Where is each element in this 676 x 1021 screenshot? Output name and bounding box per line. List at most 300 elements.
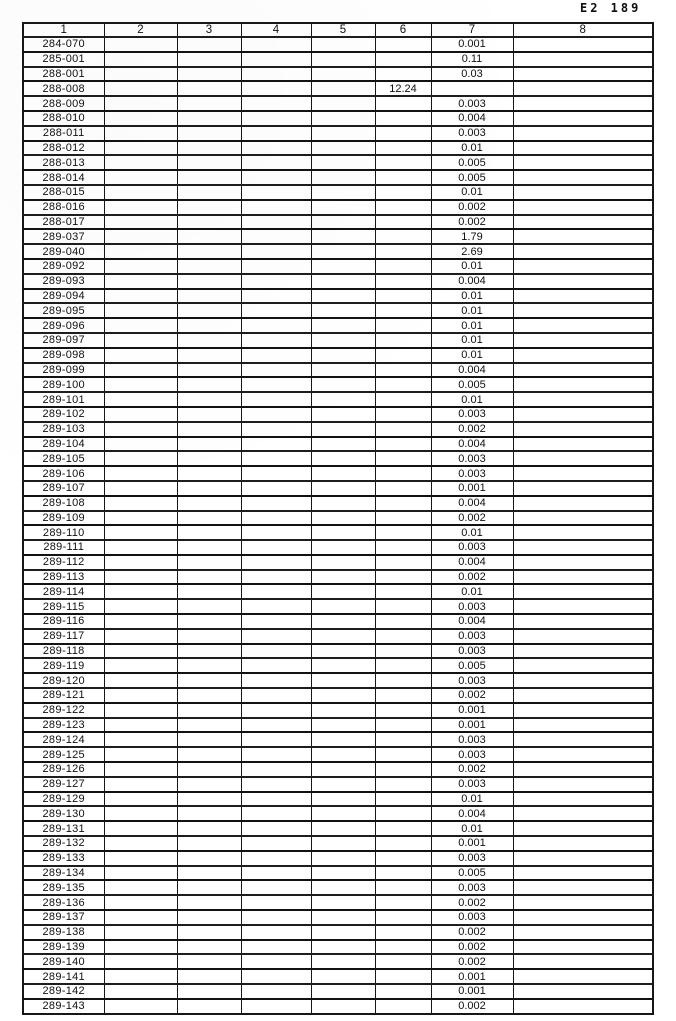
- table-cell: 289-114: [23, 584, 104, 599]
- table-cell: [104, 170, 177, 185]
- table-cell: [177, 96, 241, 111]
- column-header: 5: [311, 23, 375, 37]
- table-cell: [104, 836, 177, 851]
- table-cell: [375, 155, 431, 170]
- table-cell: [104, 111, 177, 126]
- table-cell: [375, 984, 431, 999]
- table-cell: [375, 940, 431, 955]
- table-cell: [375, 141, 431, 156]
- table-cell: 0.001: [431, 703, 513, 718]
- table-cell: 289-116: [23, 614, 104, 629]
- table-cell: [513, 777, 653, 792]
- table-cell: [241, 155, 311, 170]
- table-cell: [513, 333, 653, 348]
- table-cell: [177, 732, 241, 747]
- table-cell: 0.005: [431, 155, 513, 170]
- table-cell: [311, 289, 375, 304]
- table-cell: [513, 170, 653, 185]
- table-cell: [513, 215, 653, 230]
- table-cell: [311, 718, 375, 733]
- table-cell: 0.001: [431, 836, 513, 851]
- table-cell: [513, 614, 653, 629]
- table-cell: [241, 540, 311, 555]
- table-cell: [104, 910, 177, 925]
- table-cell: [513, 348, 653, 363]
- table-row: [23, 141, 653, 156]
- table-cell: [177, 866, 241, 881]
- table-cell: [241, 511, 311, 526]
- table-cell: [104, 954, 177, 969]
- table-cell: [104, 289, 177, 304]
- table-cell: [311, 644, 375, 659]
- table-cell: [177, 481, 241, 496]
- table-cell: [177, 511, 241, 526]
- table-cell: [513, 555, 653, 570]
- table-cell: [311, 910, 375, 925]
- table-cell: [375, 348, 431, 363]
- table-cell: [241, 81, 311, 96]
- table-cell: [177, 821, 241, 836]
- table-cell: [177, 215, 241, 230]
- table-cell: [177, 910, 241, 925]
- table-cell: [241, 185, 311, 200]
- table-cell: 0.01: [431, 289, 513, 304]
- table-cell: [177, 126, 241, 141]
- table-cell: [375, 363, 431, 378]
- table-cell: [375, 866, 431, 881]
- table-cell: [311, 658, 375, 673]
- table-row: [23, 244, 653, 259]
- table-cell: [513, 244, 653, 259]
- table-cell: 289-115: [23, 599, 104, 614]
- table-cell: 0.002: [431, 925, 513, 940]
- table-cell: [513, 496, 653, 511]
- table-row: [23, 777, 653, 792]
- table-cell: [177, 688, 241, 703]
- table-cell: [513, 466, 653, 481]
- table-cell: [104, 511, 177, 526]
- table-cell: [177, 407, 241, 422]
- table-row: [23, 481, 653, 496]
- table-cell: [513, 37, 653, 52]
- table-cell: [177, 377, 241, 392]
- table-cell: [104, 437, 177, 452]
- table-cell: [104, 703, 177, 718]
- table-row: [23, 703, 653, 718]
- table-cell: 0.003: [431, 629, 513, 644]
- table-cell: [177, 52, 241, 67]
- table-cell: [241, 584, 311, 599]
- table-cell: [177, 762, 241, 777]
- table-cell: [104, 969, 177, 984]
- data-table: [22, 22, 654, 1015]
- table-cell: [375, 851, 431, 866]
- table-cell: [513, 377, 653, 392]
- table-cell: [311, 126, 375, 141]
- table-cell: 0.001: [431, 481, 513, 496]
- table-cell: [177, 303, 241, 318]
- column-header: 2: [104, 23, 177, 37]
- table-cell: 0.01: [431, 348, 513, 363]
- table-cell: 0.004: [431, 496, 513, 511]
- table-cell: [104, 644, 177, 659]
- table-cell: [241, 718, 311, 733]
- table-cell: [241, 999, 311, 1014]
- table-cell: [513, 910, 653, 925]
- table-cell: [241, 363, 311, 378]
- table-cell: 0.001: [431, 969, 513, 984]
- table-cell: 288-001: [23, 67, 104, 82]
- table-cell: 288-011: [23, 126, 104, 141]
- table-cell: [513, 806, 653, 821]
- table-cell: [375, 67, 431, 82]
- table-cell: [375, 244, 431, 259]
- table-cell: [375, 732, 431, 747]
- table-cell: [241, 303, 311, 318]
- table-cell: [513, 259, 653, 274]
- table-cell: [375, 200, 431, 215]
- table-cell: [311, 481, 375, 496]
- table-cell: 288-008: [23, 81, 104, 96]
- table-cell: [513, 422, 653, 437]
- table-cell: [375, 703, 431, 718]
- table-cell: 0.004: [431, 614, 513, 629]
- table-cell: 288-010: [23, 111, 104, 126]
- table-cell: [513, 851, 653, 866]
- table-cell: [311, 81, 375, 96]
- table-cell: 0.001: [431, 37, 513, 52]
- table-cell: 0.01: [431, 584, 513, 599]
- table-cell: [177, 555, 241, 570]
- table-cell: 289-121: [23, 688, 104, 703]
- table-cell: [104, 466, 177, 481]
- table-cell: [104, 318, 177, 333]
- table-cell: [375, 274, 431, 289]
- table-row: [23, 363, 653, 378]
- table-cell: 0.004: [431, 555, 513, 570]
- table-cell: [375, 259, 431, 274]
- table-cell: [375, 792, 431, 807]
- table-cell: [177, 200, 241, 215]
- table-cell: [513, 289, 653, 304]
- table-row: [23, 718, 653, 733]
- table-cell: [375, 762, 431, 777]
- table-row: [23, 126, 653, 141]
- table-cell: [311, 614, 375, 629]
- table-cell: [311, 925, 375, 940]
- table-cell: [311, 732, 375, 747]
- table-cell: [104, 244, 177, 259]
- table-row: [23, 925, 653, 940]
- table-row: [23, 333, 653, 348]
- table-cell: [513, 525, 653, 540]
- table-cell: [177, 673, 241, 688]
- table-cell: [375, 511, 431, 526]
- table-row: [23, 96, 653, 111]
- table-cell: [104, 303, 177, 318]
- table-cell: 289-103: [23, 422, 104, 437]
- table-cell: 289-094: [23, 289, 104, 304]
- table-cell: 0.003: [431, 451, 513, 466]
- table-row: [23, 170, 653, 185]
- table-cell: 12.24: [375, 81, 431, 96]
- table-cell: [375, 437, 431, 452]
- table-cell: [241, 792, 311, 807]
- table-cell: [513, 925, 653, 940]
- table-cell: [241, 407, 311, 422]
- table-cell: 289-105: [23, 451, 104, 466]
- table-cell: [177, 777, 241, 792]
- table-cell: [241, 703, 311, 718]
- table-cell: [513, 940, 653, 955]
- table-row: [23, 200, 653, 215]
- table-cell: 0.003: [431, 96, 513, 111]
- table-row: [23, 821, 653, 836]
- table-cell: 0.004: [431, 806, 513, 821]
- table-cell: [177, 984, 241, 999]
- table-cell: 0.01: [431, 333, 513, 348]
- table-cell: [375, 496, 431, 511]
- table-row: [23, 289, 653, 304]
- table-cell: [241, 437, 311, 452]
- table-cell: [241, 954, 311, 969]
- table-cell: [513, 999, 653, 1014]
- table-cell: 0.001: [431, 984, 513, 999]
- table-cell: [104, 155, 177, 170]
- table-cell: [177, 170, 241, 185]
- table-cell: 0.005: [431, 170, 513, 185]
- table-cell: 289-125: [23, 747, 104, 762]
- table-cell: [241, 52, 311, 67]
- table-cell: [104, 851, 177, 866]
- table-cell: [104, 259, 177, 274]
- table-cell: [513, 481, 653, 496]
- table-cell: 0.003: [431, 747, 513, 762]
- table-cell: [513, 185, 653, 200]
- table-cell: [241, 673, 311, 688]
- table-cell: [311, 185, 375, 200]
- table-cell: [513, 52, 653, 67]
- table-cell: [104, 96, 177, 111]
- table-row: [23, 954, 653, 969]
- table-cell: [513, 126, 653, 141]
- table-cell: [177, 141, 241, 156]
- table-cell: [311, 155, 375, 170]
- table-cell: [104, 141, 177, 156]
- table-cell: [241, 333, 311, 348]
- table-row: [23, 185, 653, 200]
- table-cell: [241, 525, 311, 540]
- table-cell: [513, 599, 653, 614]
- table-cell: [241, 126, 311, 141]
- table-header-row: [23, 23, 653, 37]
- table-cell: 0.01: [431, 821, 513, 836]
- table-cell: 289-096: [23, 318, 104, 333]
- table-cell: [375, 126, 431, 141]
- table-cell: [241, 925, 311, 940]
- table-row: [23, 52, 653, 67]
- table-cell: [513, 836, 653, 851]
- table-cell: [104, 614, 177, 629]
- table-cell: [513, 96, 653, 111]
- table-cell: [177, 658, 241, 673]
- table-cell: [104, 999, 177, 1014]
- table-cell: [104, 880, 177, 895]
- table-cell: [241, 481, 311, 496]
- table-cell: [311, 673, 375, 688]
- table-cell: 0.003: [431, 407, 513, 422]
- table-row: [23, 762, 653, 777]
- table-cell: [241, 777, 311, 792]
- table-cell: [104, 274, 177, 289]
- table-cell: [177, 599, 241, 614]
- table-cell: [513, 111, 653, 126]
- table-cell: [241, 836, 311, 851]
- table-row: [23, 895, 653, 910]
- table-cell: [177, 81, 241, 96]
- table-cell: 288-016: [23, 200, 104, 215]
- table-cell: [375, 96, 431, 111]
- table-cell: [241, 496, 311, 511]
- table-cell: 289-111: [23, 540, 104, 555]
- table-cell: [177, 525, 241, 540]
- table-cell: [375, 925, 431, 940]
- table-cell: 289-100: [23, 377, 104, 392]
- table-row: [23, 274, 653, 289]
- table-cell: 289-102: [23, 407, 104, 422]
- table-cell: [241, 141, 311, 156]
- table-cell: [311, 999, 375, 1014]
- table-cell: 0.005: [431, 658, 513, 673]
- table-cell: [311, 303, 375, 318]
- table-cell: 288-014: [23, 170, 104, 185]
- table-cell: [375, 229, 431, 244]
- table-row: [23, 836, 653, 851]
- table-cell: [311, 866, 375, 881]
- table-row: [23, 910, 653, 925]
- table-cell: [513, 200, 653, 215]
- table-cell: [104, 200, 177, 215]
- table-cell: 289-129: [23, 792, 104, 807]
- table-cell: 289-109: [23, 511, 104, 526]
- table-cell: [104, 806, 177, 821]
- table-cell: [375, 422, 431, 437]
- table-row: [23, 348, 653, 363]
- table-cell: [375, 836, 431, 851]
- table-cell: 289-134: [23, 866, 104, 881]
- table-cell: [241, 348, 311, 363]
- table-cell: [375, 969, 431, 984]
- table-row: [23, 851, 653, 866]
- table-row: [23, 229, 653, 244]
- table-cell: 0.003: [431, 673, 513, 688]
- table-cell: 289-137: [23, 910, 104, 925]
- table-row: [23, 806, 653, 821]
- table-cell: [177, 644, 241, 659]
- table-cell: [311, 895, 375, 910]
- table-cell: [375, 451, 431, 466]
- table-cell: [311, 525, 375, 540]
- table-cell: [311, 762, 375, 777]
- table-cell: 289-110: [23, 525, 104, 540]
- table-cell: 289-113: [23, 570, 104, 585]
- table-cell: [513, 954, 653, 969]
- table-cell: [104, 451, 177, 466]
- table-cell: [241, 274, 311, 289]
- table-cell: 289-112: [23, 555, 104, 570]
- table-cell: [241, 451, 311, 466]
- table-cell: [513, 451, 653, 466]
- table-cell: 289-130: [23, 806, 104, 821]
- table-cell: [241, 658, 311, 673]
- table-cell: [104, 540, 177, 555]
- table-cell: [104, 866, 177, 881]
- table-cell: [513, 644, 653, 659]
- table-cell: [513, 570, 653, 585]
- table-row: [23, 614, 653, 629]
- table-cell: [311, 111, 375, 126]
- table-cell: [311, 511, 375, 526]
- table-cell: 289-138: [23, 925, 104, 940]
- table-cell: [311, 348, 375, 363]
- table-cell: [177, 229, 241, 244]
- table-cell: [375, 644, 431, 659]
- table-cell: [311, 940, 375, 955]
- table-cell: [311, 170, 375, 185]
- table-cell: [104, 570, 177, 585]
- table-cell: [177, 37, 241, 52]
- table-row: [23, 880, 653, 895]
- table-cell: [375, 821, 431, 836]
- table-body: [23, 37, 653, 1014]
- table-cell: [311, 880, 375, 895]
- table-row: [23, 496, 653, 511]
- table-cell: [177, 969, 241, 984]
- table-cell: 0.004: [431, 111, 513, 126]
- table-cell: 289-097: [23, 333, 104, 348]
- table-cell: [311, 377, 375, 392]
- table-cell: [311, 274, 375, 289]
- table-cell: [177, 451, 241, 466]
- table-cell: 289-095: [23, 303, 104, 318]
- table-cell: [177, 940, 241, 955]
- table-cell: [513, 274, 653, 289]
- table-cell: [311, 599, 375, 614]
- table-cell: [375, 466, 431, 481]
- table-cell: [241, 851, 311, 866]
- table-cell: [513, 407, 653, 422]
- table-row: [23, 525, 653, 540]
- table-cell: [177, 851, 241, 866]
- table-cell: [104, 555, 177, 570]
- table-cell: [104, 629, 177, 644]
- table-cell: 289-106: [23, 466, 104, 481]
- table-cell: [104, 496, 177, 511]
- table-row: [23, 37, 653, 52]
- table-cell: 0.001: [431, 718, 513, 733]
- table-cell: [177, 540, 241, 555]
- table-cell: [375, 37, 431, 52]
- table-cell: [375, 895, 431, 910]
- table-cell: [177, 570, 241, 585]
- table-cell: 0.002: [431, 200, 513, 215]
- table-cell: [241, 555, 311, 570]
- table-cell: [513, 821, 653, 836]
- table-cell: [513, 984, 653, 999]
- table-cell: [177, 895, 241, 910]
- table-cell: 0.002: [431, 940, 513, 955]
- table-cell: [311, 836, 375, 851]
